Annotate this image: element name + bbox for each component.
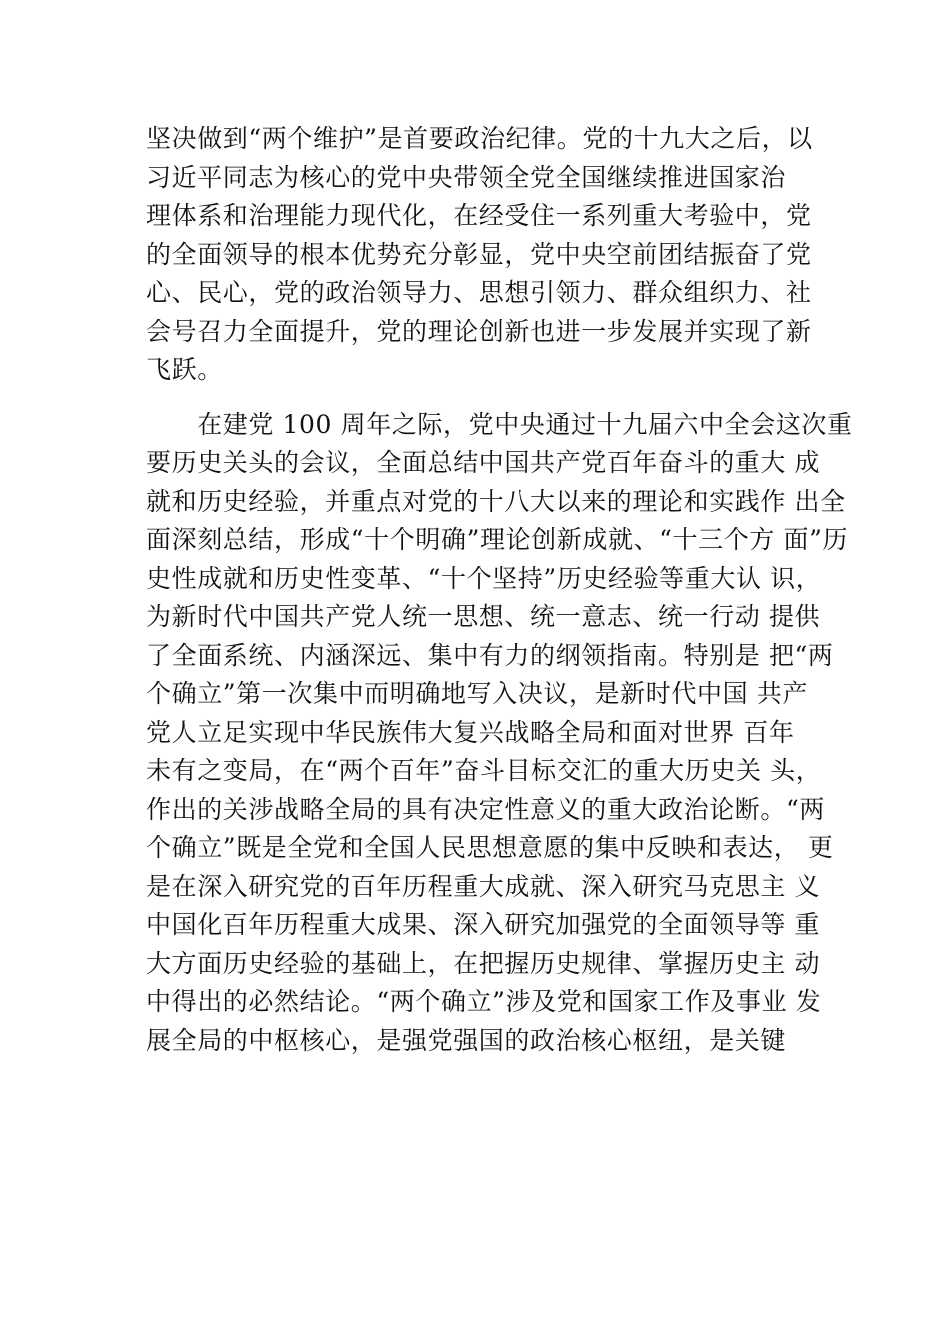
text-line: 心、民心，党的政治领导力、思想引领力、群众组织力、社 [146,278,812,307]
text-line: 会号召力全面提升，党的理论创新也进一步发展并实现了新 [146,316,812,346]
text-line: 坚决做到“两个维护”是首要政治纪律。党的十九大之后，以 [146,124,813,153]
text-line: 作出的关涉战略全局的具有决定性意义的重大政治论断。“两 [146,794,825,824]
text-line: 党人立足实现中华民族伟大复兴战略全局和面对世界 百年 [146,717,795,747]
body-text [146,120,853,1060]
text-line: 中得出的必然结论。“两个确立”涉及党和国家工作及事业 发 [146,987,822,1016]
text-line: 为新时代中国共产党人统一思想、统一意志、统一行动 提供 [146,602,821,631]
text-line: 理体系和治理能力现代化，在经受住一系列重大考验中，党 [146,201,812,230]
text-line: 在建党 100 周年之际，党中央通过十九届六中全会这次重 [146,409,853,439]
text-line: 飞跃。 [146,355,223,384]
text-line: 中国化百年历程重大成果、深入研究加强党的全面领导等 重 [146,910,821,939]
text-line: 就和历史经验，并重点对党的十八大以来的理论和实践作 出全 [146,486,846,516]
text-line: 要历史关头的会议，全面总结中国共产党百年奋斗的重大 成 [146,448,821,477]
text-line: 面深刻总结，形成“十个明确”理论创新成就、“十三个方 面”历 [146,525,849,554]
paragraph-2 [146,406,853,1061]
paragraph-1 [146,120,846,390]
text-line: 个确立”既是全党和全国人民思想意愿的集中反映和表达， 更 [146,833,834,862]
text-line: 展全局的中枢核心，是强党强国的政治核心枢纽，是关键 [146,1025,787,1055]
text-line: 是在深入研究党的百年历程重大成就、深入研究马克思主 义 [146,871,821,901]
text-line: 未有之变局，在“两个百年”奋斗目标交汇的重大历史关 头， [146,756,822,785]
text-line: 的全面领导的根本优势充分彰显，党中央空前团结振奋了党 [146,239,812,269]
text-line: 史性成就和历史性变革、“十个坚持”历史经验等重大认 识， [146,563,822,593]
paragraph-gap [146,390,846,406]
text-line: 习近平同志为核心的党中央带领全党全国继续推进国家治 [146,162,787,192]
text-line: 个确立”第一次集中而明确地写入决议，是新时代中国 共产 [146,679,808,708]
text-line: 大方面历史经验的基础上，在把握历史规律、掌握历史主 动 [146,948,821,978]
text-line: 了全面系统、内涵深远、集中有力的纲领指南。特别是 把“两 [146,640,834,670]
